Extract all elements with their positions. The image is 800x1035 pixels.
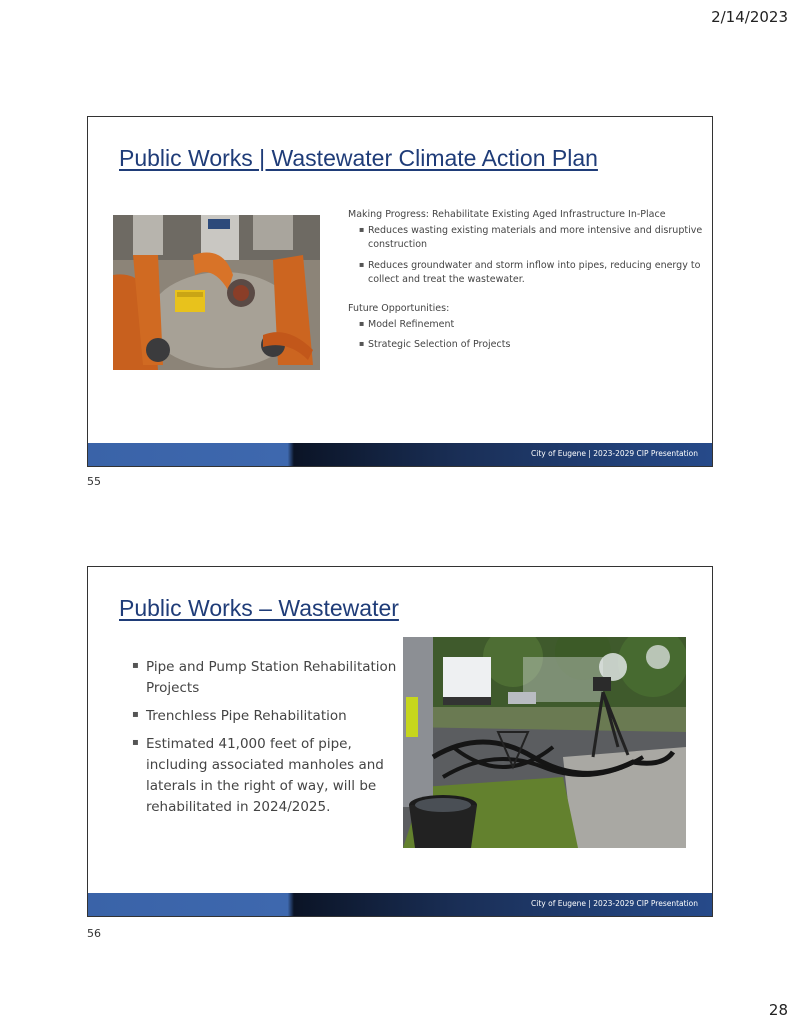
slide-number: 55 <box>87 475 101 488</box>
slide-title: Public Works – Wastewater <box>119 595 399 621</box>
bullet-list <box>132 657 402 817</box>
future-opportunities-heading: Future Opportunities: <box>348 303 450 314</box>
making-progress-heading: Making Progress: Rehabilitate Existing Aged Infrastructure In-Place <box>348 209 666 220</box>
pump-station-photo <box>113 215 320 370</box>
slide-body <box>348 209 708 359</box>
footer-text: City of Eugene | 2023-2029 CIP Presentation <box>531 899 698 908</box>
list-item: ▪ Pipe and Pump Station Rehabilitation Projects <box>132 657 402 699</box>
slide-body <box>132 657 402 824</box>
slide-55 <box>87 116 713 467</box>
trenchless-rehab-image <box>403 637 686 848</box>
footer-text: City of Eugene | 2023-2029 CIP Presentation <box>531 449 698 458</box>
list-item: ▪ Estimated 41,000 feet of pipe, including associated manholes and laterals in the right of way, will be rehabilitated in 2024/2025. <box>132 734 402 818</box>
pump-station-image <box>113 215 320 370</box>
list-item: ▪ Model Refinement <box>348 318 708 332</box>
trenchless-rehab-photo <box>403 637 686 848</box>
list-item: ▪ Reduces groundwater and storm inflow into pipes, reducing energy to collect and treat the wastewater. <box>348 259 708 288</box>
list-item: ▪ Reduces wasting existing materials and more intensive and disruptive construction <box>348 224 708 253</box>
list-item: ▪ Trenchless Pipe Rehabilitation <box>132 706 402 727</box>
slide-footer <box>88 443 712 466</box>
making-progress-list <box>348 224 708 287</box>
page-date: 2/14/2023 <box>711 8 788 26</box>
slide-number: 56 <box>87 927 101 940</box>
page-number: 28 <box>768 1001 788 1019</box>
slide-footer <box>88 893 712 916</box>
future-opportunities-list <box>348 318 708 353</box>
list-item: ▪ Strategic Selection of Projects <box>348 338 708 352</box>
slide-title: Public Works | Wastewater Climate Action Plan <box>119 145 598 171</box>
slide-56 <box>87 566 713 917</box>
